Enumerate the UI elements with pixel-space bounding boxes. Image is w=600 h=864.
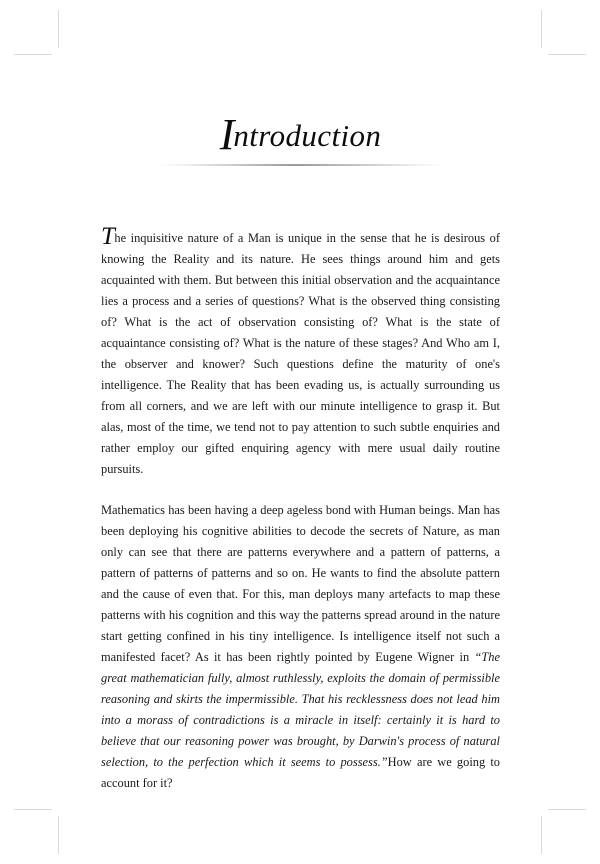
paragraph-two	[101, 500, 500, 794]
crop-mark-top-left	[14, 10, 74, 70]
crop-mark-top-right	[526, 10, 586, 70]
crop-mark-bottom-right	[526, 794, 586, 854]
paragraph-two-trailing-text: How are we going to account for it?	[101, 754, 500, 790]
crop-mark-horizontal-line	[14, 809, 52, 810]
paragraph-one-drop-cap: T	[101, 222, 115, 250]
paragraph-one	[101, 222, 500, 480]
crop-mark-vertical-line	[58, 816, 59, 854]
paragraph-one-text: he inquisitive nature of a Man is unique in the sense that he is desirous of knowing the Reality and its nature. He sees things around him and gets acquainted with them. But between this initial observation and the acquaintance lies a process and a series of questions? What is the observed thing consisting of? What is the act of observation consisting of? What is the state of acquaintance consisting of? What is the nature of these stages? And Who am I, the observer and knower? Such questions define the maturity of one's intelligence. The Reality that has been evading us, is actually surrounding us from all corners, and we are left with our minute intelligence to grasp it. But alas, most of the time, we tend not to pay attention to such subtle enquiries and rather employ our gifted enquiring agency with mere usual daily routine pursuits.	[101, 230, 500, 476]
crop-mark-vertical-line	[541, 816, 542, 854]
chapter-title-rest: ntroduction	[233, 118, 382, 153]
crop-mark-vertical-line	[58, 10, 59, 48]
page-content-area	[101, 0, 500, 864]
title-divider-rule	[157, 164, 445, 166]
crop-mark-vertical-line	[541, 10, 542, 48]
paragraph-two-lead-text: Mathematics has been having a deep ageless bond with Human beings. Man has been deploying his cognitive abilities to decode the secrets of Nature, as man only can see that there are patterns everywhere and a pattern of patterns, a pattern of patterns of patterns and so on. He wants to find the absolute pattern and the cause of even that. For this, man deploys many artefacts to map these patterns with his cognition and this way the patterns spread around in the nature start getting confined in his tiny intelligence. Is intelligence itself not such a manifested facet? As it has been rightly pointed by Eugene Wigner in	[101, 502, 500, 664]
crop-mark-horizontal-line	[14, 54, 52, 55]
chapter-title	[101, 0, 500, 159]
chapter-title-initial: I	[219, 110, 234, 159]
crop-mark-bottom-left	[14, 794, 74, 854]
crop-mark-horizontal-line	[548, 809, 586, 810]
crop-mark-horizontal-line	[548, 54, 586, 55]
wigner-quotation: “The great mathematician fully, almost ruthlessly, exploits the domain of permissible reasoning and skirts the impermissible. That his recklessness does not lead him into a morass of contradictions is a miracle in itself: certainly it is hard to believe that our reasoning power was brought, by Darwin's process of natural selection, to the perfection which it seems to possess.”	[101, 649, 500, 769]
